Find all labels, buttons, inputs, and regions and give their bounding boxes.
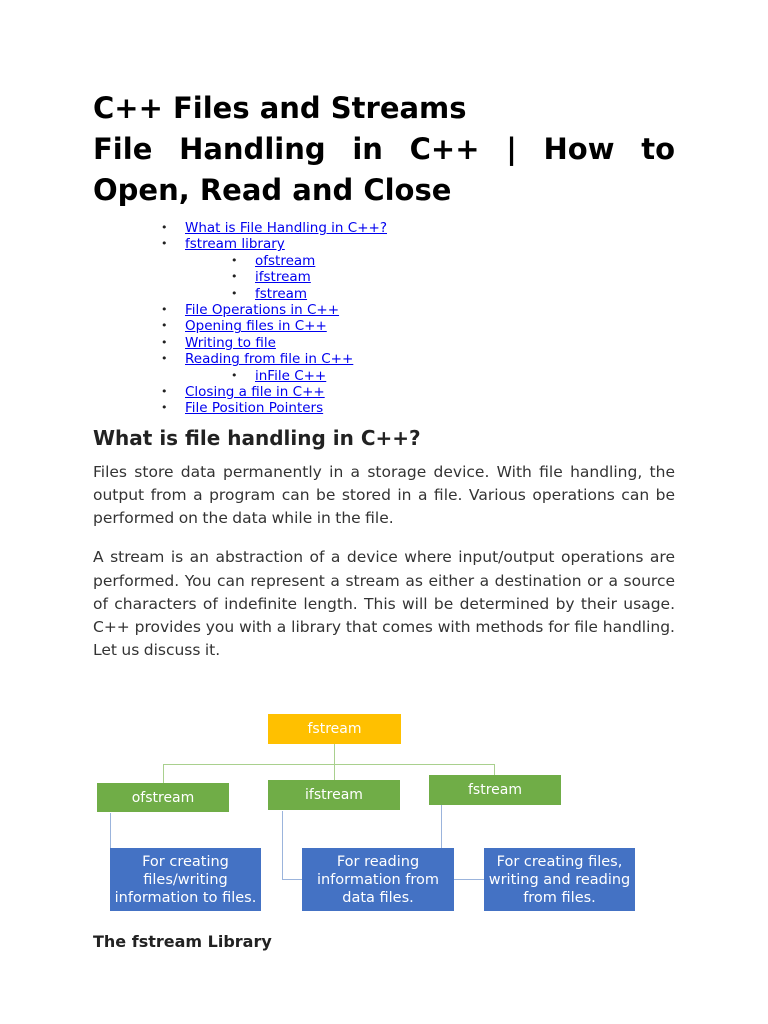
toc-subitem [159, 368, 675, 384]
diagram-desc-ifstream: For reading information from data files. [302, 848, 454, 911]
toc-link-reading-from-file[interactable]: Reading from file in C++ [185, 351, 354, 368]
toc-link-ofstream[interactable]: ofstream [255, 252, 316, 269]
connector [441, 805, 442, 848]
connector [334, 764, 335, 781]
toc-link-fstream-library[interactable]: fstream library [185, 236, 285, 253]
connector [454, 879, 484, 880]
diagram-root-fstream: fstream [268, 714, 401, 744]
title-line-2: File Handling in C++ | How to Open, Read and Close [93, 132, 675, 207]
toc-item [159, 220, 675, 236]
diagram-desc-ofstream: For creating files/writing information to files. [110, 848, 261, 911]
diagram-node-fstream: fstream [429, 775, 561, 805]
diagram-desc-fstream: For creating files, writing and reading from files. [484, 848, 635, 911]
subsection-heading-fstream-library: The fstream Library [93, 932, 272, 951]
paragraph-stream-abstraction: A stream is an abstraction of a device where input/output operations are performed. You can represent a stream as either a destination or a source of characters of indefinite length. This will be determined by their usage. C++ provides you with a library that comes with methods for file handling. Let us discuss it. [93, 548, 675, 660]
page-title [93, 88, 675, 211]
connector [494, 764, 495, 775]
connector [163, 764, 494, 765]
toc-link-closing-file[interactable]: Closing a file in C++ [185, 384, 325, 401]
connector [282, 879, 302, 880]
toc-item [159, 302, 675, 318]
toc-link-what-is-file-handling[interactable]: What is File Handling in C++? [185, 220, 387, 236]
toc-link-writing-to-file[interactable]: Writing to file [185, 334, 276, 351]
document-body [93, 88, 675, 663]
title-line-1: C++ Files and Streams [93, 91, 467, 125]
toc-item [159, 351, 675, 367]
diagram-node-ofstream: ofstream [97, 783, 229, 812]
section-heading: What is file handling in C++? [93, 425, 421, 450]
toc-link-fstream[interactable]: fstream [255, 285, 308, 302]
connector [110, 813, 111, 848]
toc-item [159, 384, 675, 400]
toc-subitem [159, 269, 675, 285]
toc-item [159, 318, 675, 334]
toc-link-infile[interactable]: inFile C++ [255, 367, 327, 384]
toc-link-opening-files[interactable]: Opening files in C++ [185, 318, 327, 335]
connector [282, 811, 283, 879]
toc-subitem [159, 286, 675, 302]
toc-link-file-position-pointers[interactable]: File Position Pointers [185, 400, 324, 417]
toc-item [159, 400, 675, 416]
table-of-contents [93, 220, 675, 417]
connector [163, 764, 164, 783]
toc-item [159, 236, 675, 252]
paragraph-files-store-data: Files store data permanently in a storage device. With file handling, the output from a program can be stored in a file. Various operations can be performed on the data while in the file. [93, 462, 675, 528]
toc-item [159, 335, 675, 351]
toc-link-ifstream[interactable]: ifstream [255, 269, 311, 286]
toc-subitem [159, 253, 675, 269]
toc-link-file-operations[interactable]: File Operations in C++ [185, 302, 340, 319]
diagram-node-ifstream: ifstream [268, 780, 400, 810]
connector [334, 744, 335, 764]
fstream-diagram [0, 700, 768, 920]
